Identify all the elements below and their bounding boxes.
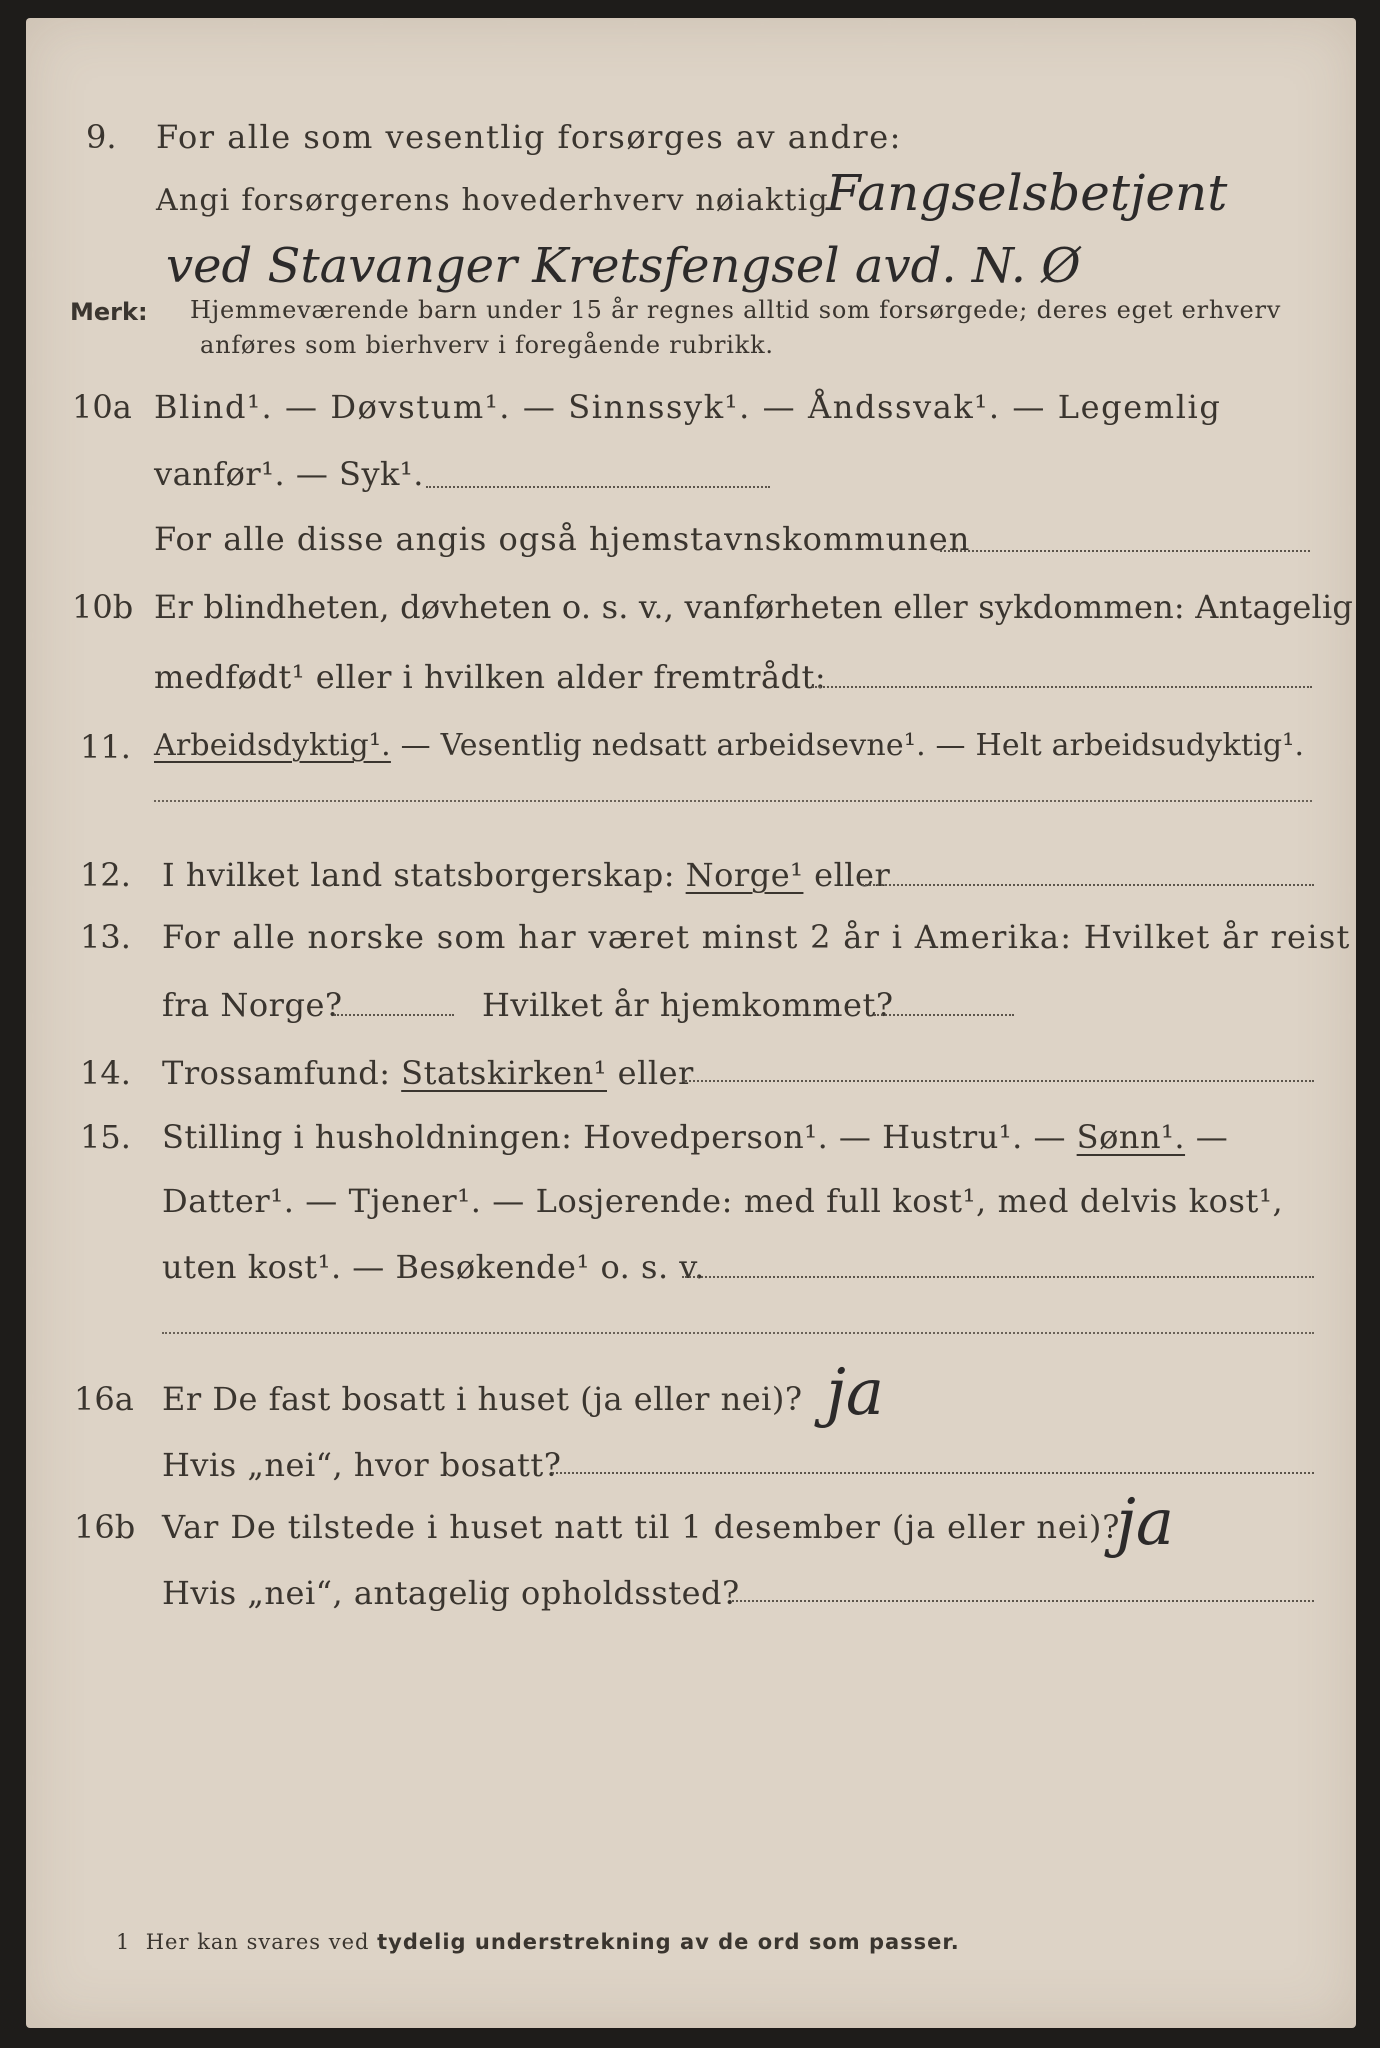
question-13-line2a: fra Norge? xyxy=(162,986,343,1024)
question-12-prefix: I hvilket land statsborgerskap: xyxy=(162,856,686,894)
footnote-plain: Her kan svares ved xyxy=(145,1930,378,1954)
question-16a-number: 16a xyxy=(74,1380,134,1418)
question-12-number: 12. xyxy=(80,856,131,894)
question-13-line1: For alle norske som har været minst 2 år i Amerika: Hvilket år reist xyxy=(162,918,1351,956)
question-10a-line2: vanfør¹. — Syk¹. xyxy=(154,455,424,493)
question-10b-number: 10b xyxy=(72,588,134,626)
dotted-line-hjemstavn xyxy=(940,550,1310,552)
question-16b-line1: Var De tilstede i huset natt til 1 desember (ja eller nei)? xyxy=(162,1508,1121,1546)
question-10b-line2: medfødt¹ eller i hvilken alder fremtrådt: xyxy=(154,658,827,696)
handwritten-answer-16a: ja xyxy=(826,1356,884,1430)
question-14-suffix: eller xyxy=(607,1054,694,1092)
selected-statskirken: Statskirken¹ xyxy=(401,1054,607,1092)
selected-sonn: Sønn¹. xyxy=(1076,1118,1186,1156)
handwritten-answer-occupation-1: Fangselsbetjent xyxy=(826,164,1228,222)
footnote-mark: 1 xyxy=(116,1930,131,1954)
question-9-line2: Angi forsørgerens hovederhverv nøiaktig xyxy=(156,183,829,218)
question-15-line1a: Stilling i husholdningen: Hovedperson¹. — Hustru¹. — xyxy=(162,1118,1077,1156)
question-13-line2b: Hvilket år hjemkommet? xyxy=(482,986,894,1024)
question-16a-line1: Er De fast bosatt i huset (ja eller nei)? xyxy=(162,1380,803,1418)
question-15-number: 15. xyxy=(80,1118,131,1156)
question-10b-line1: Er blindheten, døvheten o. s. v., vanførheten eller sykdommen: Antagelig xyxy=(154,588,1354,626)
question-10a-line3: For alle disse angis også hjemstavnskommunen xyxy=(154,520,971,558)
dotted-line-alder xyxy=(812,686,1312,688)
merk-line2: anføres som bierhverv i foregående rubrikk. xyxy=(200,331,774,359)
merk-line1: Hjemmeværende barn under 15 år regnes alltid som forsørgede; deres eget erhverv xyxy=(190,296,1282,324)
dotted-line-11 xyxy=(154,800,1312,802)
question-16b-number: 16b xyxy=(74,1508,136,1546)
question-14-number: 14. xyxy=(80,1054,131,1092)
dotted-line-15b xyxy=(162,1332,1314,1334)
question-11-number: 11. xyxy=(80,728,131,766)
dotted-line-16a xyxy=(552,1472,1314,1474)
question-9-line1: For alle som vesentlig forsørges av andre: xyxy=(156,118,902,156)
dotted-line-16b xyxy=(732,1600,1314,1602)
dotted-line-14 xyxy=(682,1080,1314,1082)
handwritten-answer-occupation-2: ved Stavanger Kretsfengsel avd. N. Ø xyxy=(166,238,1081,294)
footnote-bold: tydelig understrekning av de ord som passer. xyxy=(377,1930,960,1954)
question-9-number: 9. xyxy=(86,118,117,156)
question-14-line xyxy=(162,1054,694,1092)
merk-label: Merk: xyxy=(70,298,148,326)
census-form-page xyxy=(26,18,1356,2028)
handwritten-answer-16b: ja xyxy=(1116,1486,1174,1560)
dotted-line-syk xyxy=(426,486,770,488)
question-15-line1b: — xyxy=(1185,1118,1229,1156)
question-10a-number: 10a xyxy=(72,388,132,426)
question-12-suffix: eller xyxy=(803,856,891,894)
dotted-line-15a xyxy=(682,1276,1314,1278)
selected-arbeidsdyktig: Arbeidsdyktig¹. xyxy=(154,728,391,763)
question-16b-line2: Hvis „nei“, antagelig opholdssted? xyxy=(162,1574,740,1612)
question-11-rest: — Vesentlig nedsatt arbeidsevne¹. — Helt arbeidsudyktig¹. xyxy=(390,728,1305,763)
dotted-line-12 xyxy=(862,884,1314,886)
question-14-prefix: Trossamfund: xyxy=(162,1054,402,1092)
dotted-line-hjemkommet xyxy=(874,1014,1014,1016)
dotted-line-reist xyxy=(334,1014,454,1016)
question-15-line3: uten kost¹. — Besøkende¹ o. s. v. xyxy=(162,1248,705,1286)
question-15-line1 xyxy=(162,1118,1228,1156)
question-12-line xyxy=(162,856,890,894)
question-16a-line2: Hvis „nei“, hvor bosatt? xyxy=(162,1446,562,1484)
question-13-number: 13. xyxy=(80,918,131,956)
question-10a-line1: Blind¹. — Døvstum¹. — Sinnssyk¹. — Åndssvak¹. — Legemlig xyxy=(154,388,1222,426)
footnote xyxy=(116,1930,960,1954)
question-15-line2: Datter¹. — Tjener¹. — Losjerende: med full kost¹, med delvis kost¹, xyxy=(162,1182,1284,1220)
selected-norge: Norge¹ xyxy=(685,856,804,894)
question-11-line1 xyxy=(154,728,1304,763)
